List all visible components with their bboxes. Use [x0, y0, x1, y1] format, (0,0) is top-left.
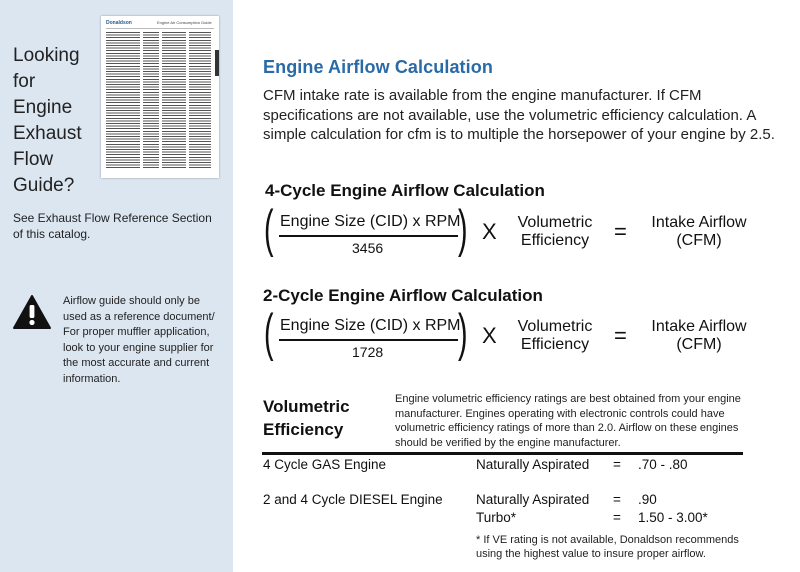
ve-line: Volumetric: [517, 318, 593, 335]
left-paren: (: [264, 200, 274, 258]
right-paren: ): [458, 304, 468, 362]
right-paren: ): [458, 200, 468, 258]
result-line: (CFM): [676, 232, 722, 249]
section-rule: [262, 452, 743, 455]
looking-line: Looking: [13, 45, 80, 66]
ve-row-value: .90: [638, 492, 657, 507]
ve-row-value: 1.50 - 3.00*: [638, 510, 708, 525]
thumbnail-rule: [106, 28, 214, 29]
four-cycle-denominator: 3456: [352, 240, 384, 256]
looking-for-guide-heading: [13, 43, 82, 199]
looking-line: for: [13, 71, 36, 92]
ve-row-type: Turbo*: [476, 510, 517, 525]
ve-row-equals: =: [613, 510, 621, 525]
catalog-page-thumbnail[interactable]: [101, 16, 219, 178]
ve-row-equals: =: [613, 457, 621, 472]
equals-sign: =: [614, 219, 627, 244]
ve-title-line: Efficiency: [263, 420, 344, 439]
four-cycle-numerator: Engine Size (CID) x RPM: [280, 213, 461, 230]
two-cycle-result: [643, 318, 755, 354]
times-sign: X: [482, 323, 497, 348]
times-sign: X: [482, 219, 497, 244]
thumbnail-column: [143, 32, 159, 170]
two-cycle-numerator: Engine Size (CID) x RPM: [280, 317, 461, 334]
looking-line: Exhaust: [13, 123, 82, 144]
fraction-bar: [279, 235, 458, 237]
ve-line: Volumetric: [517, 214, 593, 231]
ve-note: Engine volumetric efficiency ratings are best obtained from your engine manufacturer. Engines operating with electronic controls could have volumetric efficiency ratings of more than 2.0. Airflow on these engines should be verified by the engine manufacturer.: [395, 393, 741, 449]
thumbnail-column: [106, 32, 140, 170]
four-cycle-result: [643, 214, 755, 250]
looking-line: Engine: [13, 97, 73, 118]
result-line: Intake Airflow: [651, 318, 747, 335]
ve-row-engine: 2 and 4 Cycle DIESEL Engine: [263, 492, 443, 507]
thumbnail-column: [189, 32, 211, 170]
sidebar: [0, 0, 233, 572]
thumbnail-title: Engine Air Consumption Guide: [157, 20, 212, 25]
ve-line: Efficiency: [520, 336, 590, 353]
four-cycle-ve: [510, 214, 600, 250]
intro-paragraph: CFM intake rate is available from the engine manufacturer. If CFM specifications are not available, use the volumetric efficiency calculation. A simple calculation for cfm is to multiple the horsepower of your engine by 2.5.: [263, 87, 775, 143]
equals-sign: =: [614, 323, 627, 348]
thumbnail-tab: [215, 50, 219, 76]
two-cycle-title: 2-Cycle Engine Airflow Calculation: [263, 286, 543, 305]
ve-row-equals: =: [613, 492, 621, 507]
two-cycle-denominator: 1728: [352, 344, 384, 360]
ve-title-line: Volumetric: [263, 397, 350, 416]
ve-row-type: Naturally Aspirated: [476, 492, 590, 507]
page-title: Engine Airflow Calculation: [263, 57, 493, 77]
result-line: (CFM): [676, 336, 722, 353]
looking-line: Guide?: [13, 175, 75, 196]
thumbnail-column: [162, 32, 186, 170]
ve-line: Efficiency: [520, 232, 590, 249]
footnote: * If VE rating is not available, Donaldson recommends using the highest value to insure proper airflow.: [476, 534, 739, 560]
warning-icon: [12, 294, 52, 330]
left-paren: (: [264, 304, 274, 362]
ve-section-title: [263, 395, 350, 441]
thumbnail-brand: Donaldson: [106, 20, 132, 26]
warning-text: Airflow guide should only be used as a reference document/ For proper muffler application, look to your engine supplier for the most accurate and current information.: [63, 295, 215, 385]
ve-row-engine: 4 Cycle GAS Engine: [263, 457, 387, 472]
ve-row-type: Naturally Aspirated: [476, 457, 590, 472]
result-line: Intake Airflow: [651, 214, 747, 231]
two-cycle-ve: [510, 318, 600, 354]
see-reference-text: See Exhaust Flow Reference Section of this catalog.: [13, 211, 212, 241]
looking-line: Flow: [13, 149, 54, 170]
ve-row-value: .70 - .80: [638, 457, 688, 472]
fraction-bar: [279, 339, 458, 341]
four-cycle-title: 4-Cycle Engine Airflow Calculation: [265, 181, 545, 200]
